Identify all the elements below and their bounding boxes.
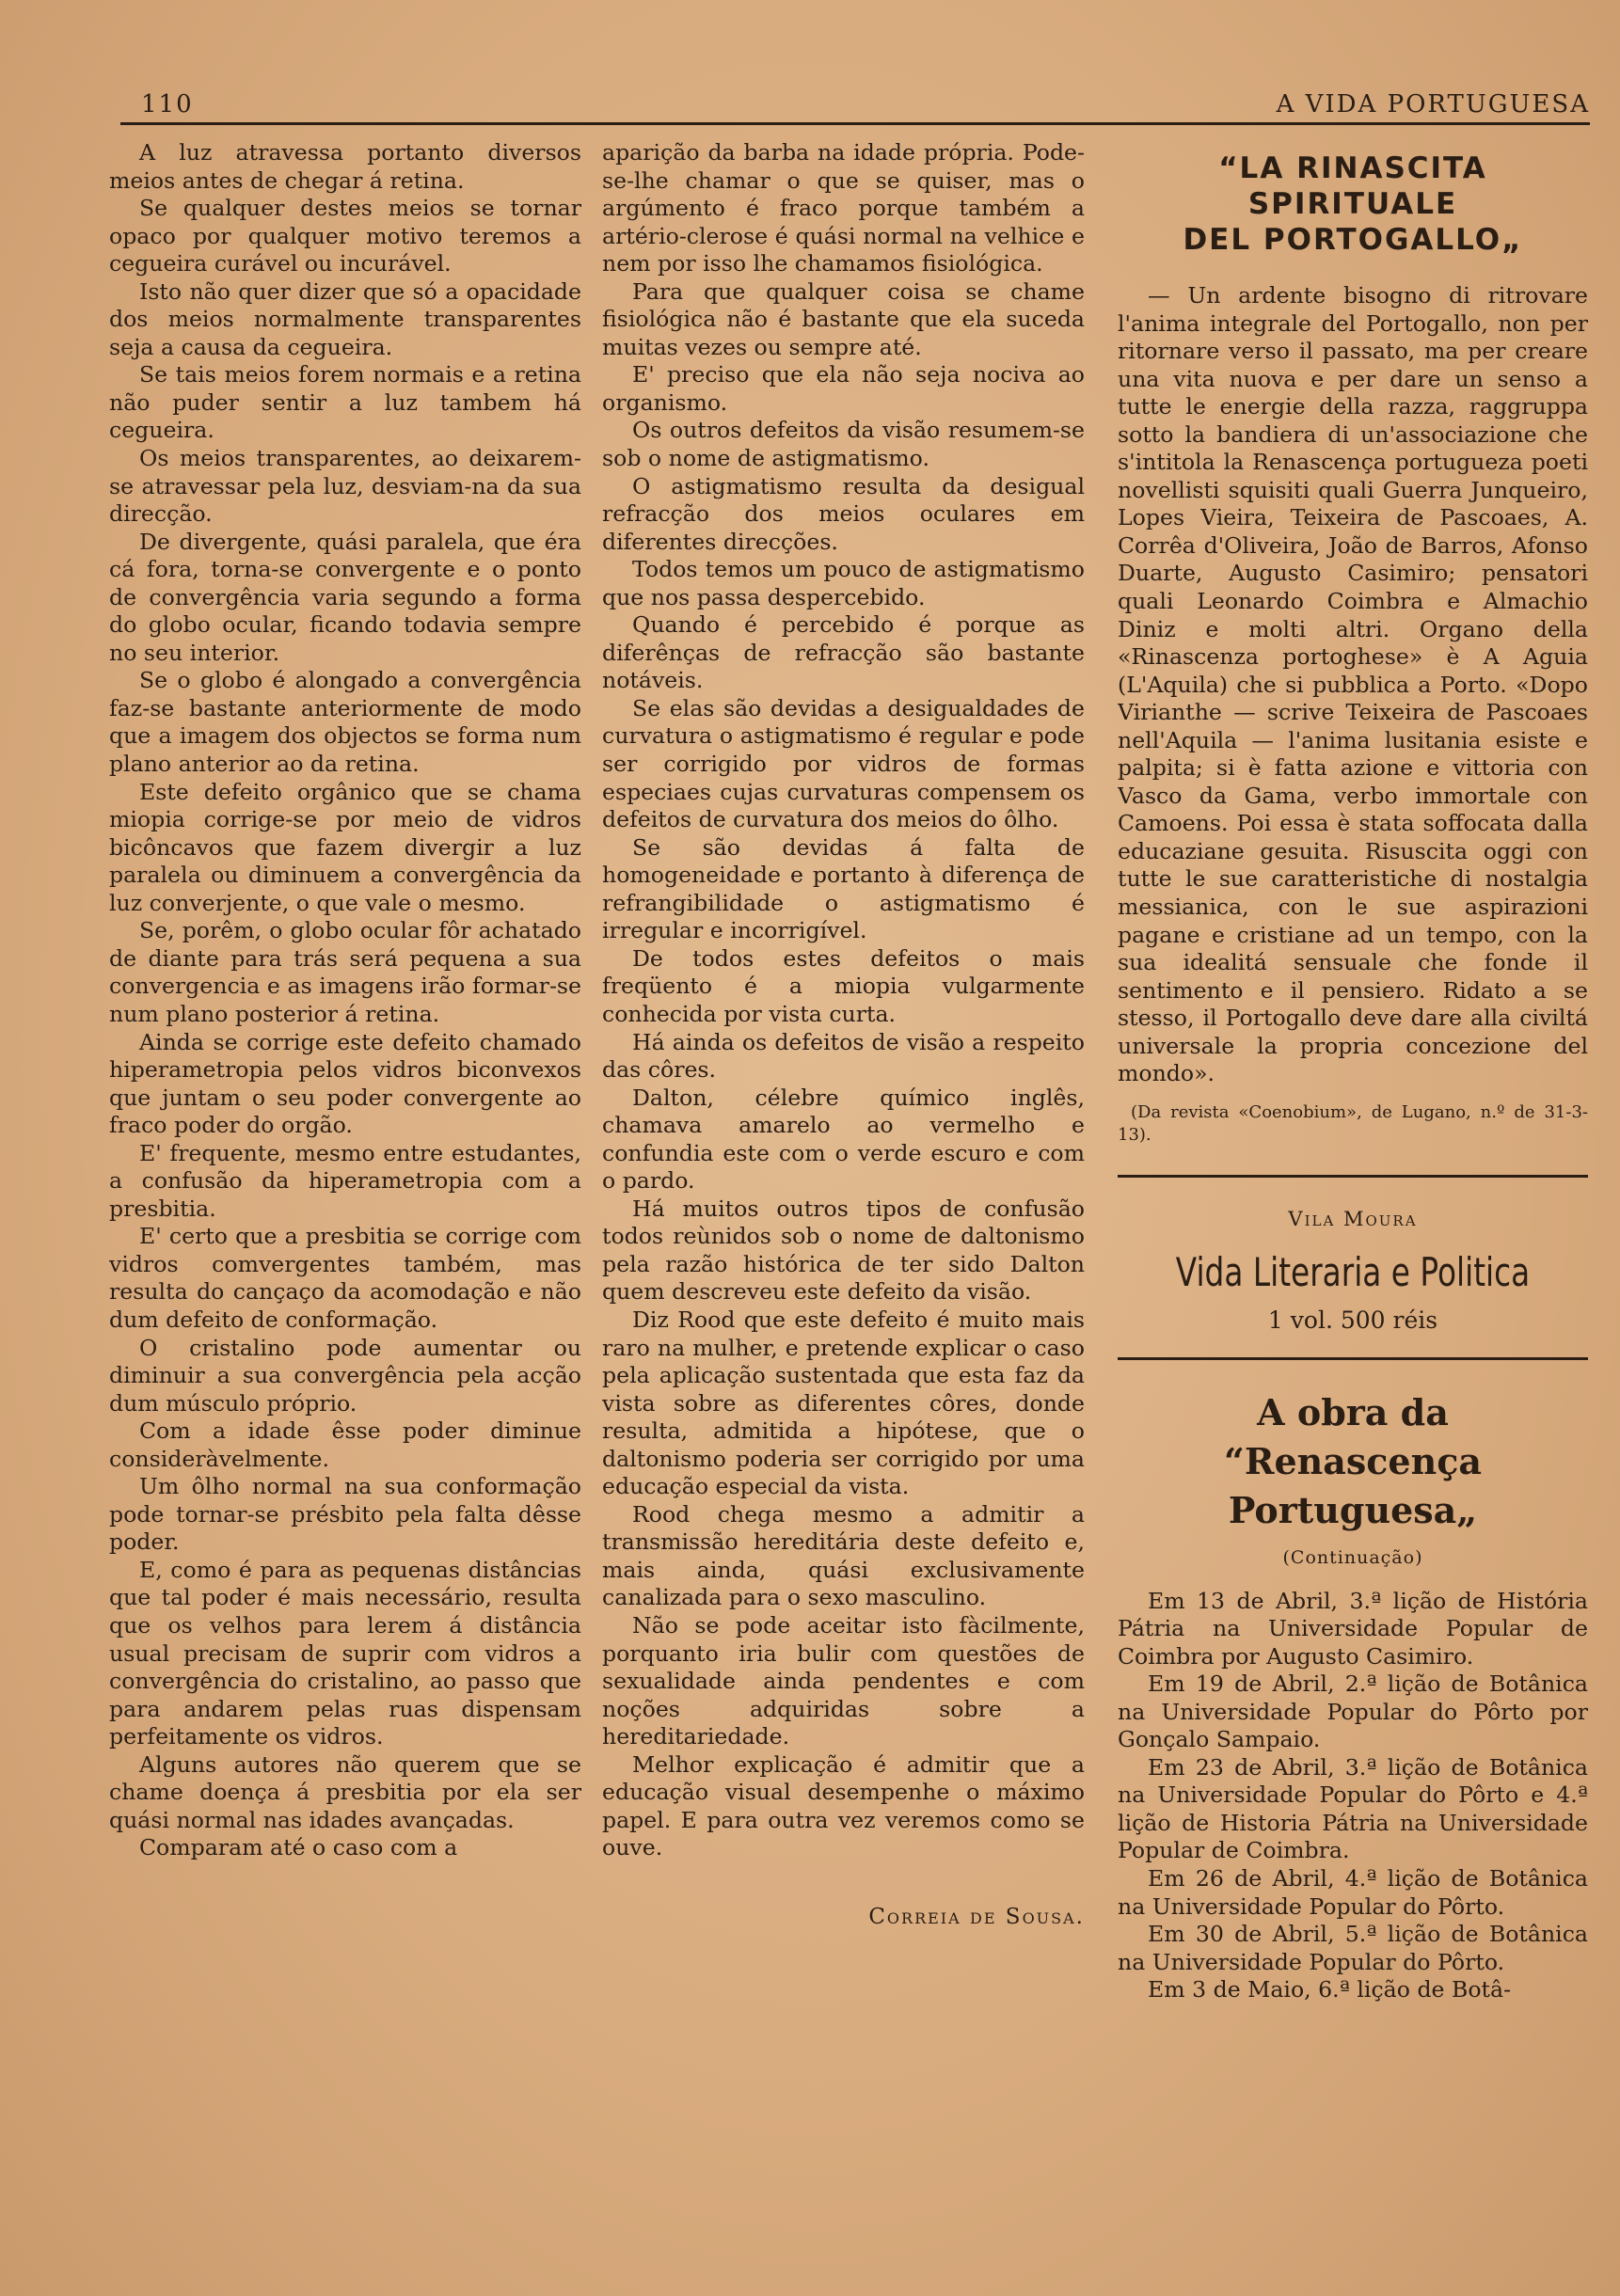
paragraph: E' certo que a presbitia se corrige com vidros comvergentes também, mas resulta do cançaço da acomodação e não dum defeito de conformação. — [109, 1223, 581, 1333]
paragraph: Todos temos um pouco de astigmatismo que nos passa despercebido. — [602, 556, 1085, 610]
paragraph: Com a idade êsse poder diminue consideràvelmente. — [109, 1417, 581, 1472]
paragraph: O cristalino pode aumentar ou diminuir a sua convergência pela acção dum músculo próprio. — [109, 1334, 581, 1417]
paragraph: Os outros defeitos da visão resumem-se sob o nome de astigmatismo. — [602, 417, 1085, 472]
list-item: Em 19 de Abril, 2.ª lição de Botânica na Universidade Popular do Pôrto por Gonçalo Sampaio. — [1118, 1671, 1588, 1753]
italian-source: (Da revista «Coenobium», de Lugano, n.º de 31-3-13). — [1118, 1101, 1588, 1145]
paragraph: E' preciso que ela não seja nociva ao organismo. — [602, 361, 1085, 416]
paragraph: De todos estes defeitos o mais freqüento é a miopia vulgarmente conhecida por vista curta. — [602, 944, 1085, 1027]
paragraph: Ainda se corrige este defeito chamado hiperametropia pelos vidros biconvexos que juntam o seu poder convergente ao fraco poder do orgão. — [109, 1028, 581, 1139]
italian-heading-line2: DEL PORTOGALLO„ — [1183, 223, 1523, 257]
list-item: Em 13 de Abril, 3.ª lição de História Pátria na Universidade Popular de Coimbra por Augusto Casimiro. — [1118, 1587, 1588, 1670]
paragraph: Diz Rood que este defeito é muito mais raro na mulher, e pretende explicar o caso pela aplicação sustentada que esta faz da vista sobre as diferentes côres, donde resulta, admitida a hipótese, que o daltonismo poderia ser corrigido por uma educação especial da vista. — [602, 1306, 1085, 1500]
running-header — [141, 90, 1590, 119]
book-advert — [1118, 1206, 1588, 1335]
article-column-1 — [109, 139, 581, 2143]
paragraph: Quando é percebido é porque as diferênças de refracção são bastante notáveis. — [602, 611, 1085, 694]
paragraph: Se tais meios forem normais e a retina não puder sentir a luz tambem há cegueira. — [109, 361, 581, 444]
paragraph: Isto não quer dizer que só a opacidade dos meios normalmente transparentes seja a causa da cegueira. — [109, 277, 581, 360]
paragraph: Este defeito orgânico que se chama miopia corrige-se por meio de vidros bicôncavos que fazem divergir a luz paralela ou diminuem a convergência da luz converjente, o que vale o mesmo. — [109, 778, 581, 916]
obra-heading-line1: A obra da — [1257, 1390, 1449, 1433]
paragraph: Para que qualquer coisa se chame fisiológica não é bastante que ela suceda muitas vezes ou sempre até. — [602, 277, 1085, 360]
paragraph: Se, porêm, o globo ocular fôr achatado de diante para trás será pequena a sua convergencia e as imagens irão formar-se num plano posterior á retina. — [109, 917, 581, 1027]
list-item: Em 23 de Abril, 3.ª lição de Botânica na Universidade Popular do Pôrto e 4.ª lição de Historia Pátria na Universidade Popular de Coimbra. — [1118, 1753, 1588, 1864]
paragraph: Rood chega mesmo a admitir a transmissão hereditária deste defeito e, mais ainda, quási exclusivamente canalizada para o sexo masculino. — [602, 1500, 1085, 1611]
paragraph: Não se pode aceitar isto fàcilmente, porquanto iria bulir com questões de sexualidade ainda pendentes e com noções adquiridas sobre a hereditariedade. — [602, 1611, 1085, 1750]
advert-price: 1 vol. 500 réis — [1267, 1306, 1438, 1335]
paragraph: Comparam até o caso com a — [139, 1834, 458, 1861]
italian-body: — Un ardente bisogno di ritrovare l'anima integrale del Portogallo, non per ritornare verso il passato, ma per creare una vita nuova e per dare un senso a tutte le energie della razza, raggruppa sotto la bandiera di un'associazione che s'intitola la Renascença portugueza poeti novellisti squisiti quali Guerra Junqueiro, Lopes Vieira, Teixeira de Pascoaes, A. Corrêa d'Oliveira, João de Barros, Afonso Duarte, Augusto Casimiro; pensatori quali Leonardo Coimbra e Almachio Diniz e molti altri. Organo della «Rinascenza portoghese» è A Aguia (L'Aquila) che si pubblica a Porto. «Dopo Virianthe — scrive Teixeira de Pascoaes nell'Aquila — l'anima lusitania esiste e palpita; si è fatta azione e vittoria con Vasco da Gama, verbo immortale con Camoens. Poi essa è stata soffocata dalla educaziane gesuita. Risuscita oggi con tutte le sue caratteristiche di nostalgia messianica, con le sue aspirazioni pagane e cristiane ad un tempo, con la sua idealitá sensuale che fonde il sentimento e il pensiero. Ridato a se stesso, il Portogallo deve dare alla civiltá universale la propria concezione del mondo». — [1118, 282, 1588, 1087]
advert-author: Vila Moura — [1288, 1207, 1418, 1230]
section-rule — [1118, 1357, 1588, 1360]
list-item: Em 26 de Abril, 4.ª lição de Botânica na Universidade Popular do Pôrto. — [1118, 1864, 1588, 1920]
paragraph: Se são devidas á falta de homogeneidade e portanto à diferença de refrangibilidade o astigmatismo é irregular e incorrigível. — [602, 833, 1085, 944]
section-rule — [1118, 1175, 1588, 1178]
paragraph: E, como é para as pequenas distâncias que tal poder é mais necessário, resulta que os velhos para lerem á distância usual precisam de suprir com vidros a convergência do cristalino, ao passo que para andarem pelas ruas dispensam perfeitamente os vidros. — [109, 1556, 581, 1750]
paragraph: Dalton, célebre químico inglês, chamava amarelo ao vermelho e confundia este com o verde escuro e com o pardo. — [602, 1084, 1085, 1195]
paragraph: De divergente, quási paralela, que éra cá fora, torna-se convergente e o ponto de convergência varia segundo a forma do globo ocular, ficando todavia sempre no seu interior. — [109, 528, 581, 666]
page-number: 110 — [141, 90, 194, 119]
paragraph: A luz atravessa portanto diversos meios antes de chegar á retina. — [109, 139, 581, 194]
paragraph: Alguns autores não querem que se chame doença á presbitia por ela ser quási normal nas idades avançadas. — [109, 1750, 581, 1833]
list-item: Em 30 de Abril, 5.ª lição de Botânica na Universidade Popular do Pôrto. — [1118, 1921, 1588, 1975]
obra-heading-line2: “Renascença Portuguesa„ — [1224, 1439, 1482, 1531]
paragraph: Se elas são devidas a desigualdades de curvatura o astigmatismo é regular e pode ser corrigido por vidros de formas especiaes cujas curvaturas compensem os defeitos de curvatura dos meios do ôlho. — [602, 694, 1085, 833]
advert-title: Vida Literaria e Politica — [1175, 1249, 1531, 1296]
paragraph: Há muitos outros tipos de confusão todos reùnidos sob o nome de daltonismo pela razão histórica de ter sido Dalton quem descreveu este defeito da visão. — [602, 1195, 1085, 1306]
paragraph: Se qualquer destes meios se tornar opaco por qualquer motivo teremos a cegueira curável ou incurável. — [109, 195, 581, 277]
article-column-2 — [602, 139, 1085, 2143]
obra-subtitle: (Continuação) — [1282, 1546, 1423, 1568]
obra-heading — [1118, 1388, 1588, 1535]
header-rule — [120, 122, 1590, 125]
paragraph: aparição da barba na idade própria. Pode-se-lhe chamar o que se quiser, mas o argúmento é fraco porque também a artério-clerose é quási normal na velhice e nem por isso lhe chamamos fisiológica. — [602, 139, 1085, 277]
list-item: Em 3 de Maio, 6.ª lição de Botâ- — [1148, 1976, 1512, 2003]
journal-title: A VIDA PORTUGUESA — [1276, 90, 1590, 119]
paragraph: Um ôlho normal na sua conformação pode tornar-se présbito pela falta dêsse poder. — [109, 1473, 581, 1556]
sidebar-column — [1118, 150, 1588, 2154]
paragraph: E' frequente, mesmo entre estudantes, a confusão da hiperametropia com a presbitia. — [109, 1139, 581, 1222]
italian-heading — [1118, 150, 1588, 258]
paragraph: Se o globo é alongado a convergência faz-se bastante anteriormente de modo que a imagem dos objectos se forma num plano anterior ao da retina. — [109, 667, 581, 778]
italian-heading-line1: “LA RINASCITA SPIRITUALE — [1218, 151, 1487, 221]
paragraph: O astigmatismo resulta da desigual refracção dos meios oculares em diferentes direcções. — [602, 472, 1085, 555]
paragraph: Os meios transparentes, ao deixarem-se atravessar pela luz, desviam-na da sua direcção. — [109, 445, 581, 528]
author-signature: Correia de Sousa. — [868, 1904, 1085, 1929]
paragraph: Melhor explicação é admitir que a educação visual desempenhe o máximo papel. E para outra vez veremos como se ouve. — [602, 1750, 1085, 1861]
paragraph: Há ainda os defeitos de visão a respeito das côres. — [602, 1028, 1085, 1084]
